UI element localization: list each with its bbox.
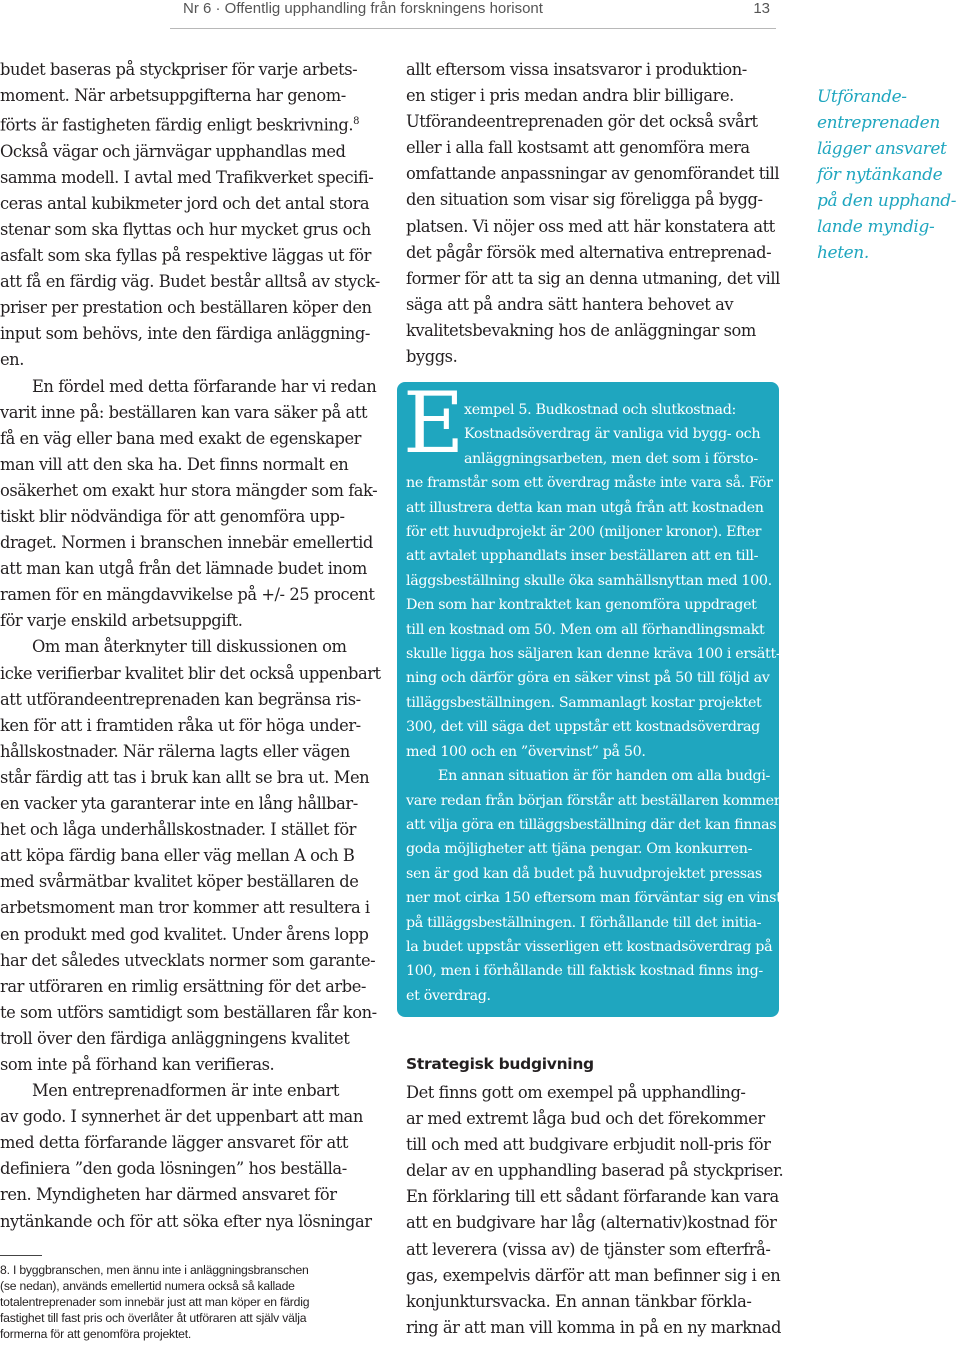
right-column xyxy=(406,57,778,370)
paragraph: Men entreprenadformen är inte enbart av godo. I synnerhet är det uppenbart att man med detta förfarande lägger ansvaret för att definiera ”den goda lösningen” hos beställa- ren. Myndigheten har därmed ansvaret för nytänkande och för att söka efter nya lösningar xyxy=(0,1081,372,1231)
footnote-divider xyxy=(0,1255,42,1256)
example-box xyxy=(397,374,782,1017)
pull-quote: Utförande- entreprenaden lägger ansvaret för nytänkande på den upphand- lande myndig- heten. xyxy=(817,87,957,263)
header-title: Nr 6 · Offentlig upphandling från forskningens horisont xyxy=(183,0,543,17)
section-heading: Strategisk budgivning xyxy=(406,1055,594,1073)
section-body: Det finns gott om exempel på upphandling- ar med extremt låga bud och det förekommer till och med att budgivare erbjudit noll-pris för delar av en upphandling baserad på styckpriser. En förklaring till ett sådant förfarande kan vara att en budgivare har låg (alternativ)kostnad för att leverera (vissa av) de tjänster som efterfrå- gas, exempelvis därför att man befinner sig i en konjunktursvacka. En annan tänkbar förkla- ring är att man vill komma in på en ny marknad xyxy=(406,1083,784,1337)
example-text: xempel 5. Budkostnad och slutkostnad: Kostnadsöverdrag är vanliga vid bygg- och anläggningsarbeten, men det som i förstо- ne framstår som ett överdrag måste inte vara så. För att illustrera detta kan man utgå från att kostnaden för ett huvudprojekt är 200 (miljoner kronor). Efter att avtalet upphandlats inser beställaren att en till- läggsbeställning skulle öka samhällsnyttan med 100. Den som har kontraktet kan genomföra uppdraget till en kostnad om 50. Men om all förhandlingsmakt skulle ligga hos säljaren kan denne kräva 100 i ersätt- ning och därför göra en säker vinst på 50 till följd av tilläggsbeställningen. Sammanlagt kostar projektet 300, det vill säga det uppstår ett kostnadsöverdrag med 100 och en ”övervinst” på 50. En annan situation är för handen om alla budgi- vare redan från början förstår att beställaren kommer att vilja göra en tilläggsbeställning där det kan finnas goda möjligheter att tjäna pengar. Om konkurren- sen är god kan då budet på huvudprojektet pressas ner mot cirka 150 eftersom man förväntar sig en vinst på tilläggsbeställningen. I förhållande till det initia- la budet uppstår visserligen ett kostnadsöverdrag på 100, men i förhållande till faktisk kostnad finns ing- et överdrag. xyxy=(406,402,782,1004)
left-column xyxy=(0,57,381,1235)
page-number: 13 xyxy=(753,0,770,17)
paragraph: allt eftersom vissa insatsvaror i produktion- en stiger i pris medan andra blir billigare. Utförandeentreprenaden gör det också svårt eller i alla fall kostsamt att genomföra mera omfattande anpassningar av genomförandet till den situation som visar sig föreligga på bygg- platsen. Vi nöjer oss med att här konstatera att det pågår försök med alternativa entreprenad- former för att ta sig an denna utmaning, det vill säga att på andra sätt hantera behovet av kvalitetsbevakning hos de anläggningar som byggs. xyxy=(406,60,780,367)
footnote: 8. I byggbranschen, men ännu inte i anläggningsbranschen (se nedan), används emellertid numera också så kallade totalentreprenader som innebär just att man köper en färdig fastighet till fast pris och överlåter åt utföraren att själv välja formerna för att genomföra projektet. xyxy=(0,1263,310,1341)
footnote-ref: 8 xyxy=(353,116,360,128)
drop-cap: E xyxy=(403,374,465,472)
paragraph: En fördel med detta förfarande har vi redan varit inne på: beställaren kan vara säker på att få en väg eller bana med exakt de egenskaper man vill att den ska ha. Det finns normalt en osäkerhet om exakt hur stora mängder som fak- tiskt blir nödvändiga för att genomföra upp- draget. Normen i branschen innebär emellertid att man kan utgå från det lämnade budet inom ramen för en mängdavvikelse på +/- 25 procent för varje enskild arbetsuppgift. xyxy=(0,376,378,631)
running-header xyxy=(170,0,776,29)
paragraph: Om man återknyter till diskussionen om icke verifierbar kvalitet blir det också uppenbart att utförandeentreprenaden kan begränsa ris- ken för att i framtiden råka ut för höga under- hållskostnader. När rälerna lagts eller vägen står färdig att tas i bruk kan allt se bra ut. Men en vacker yta garanterar inte en lång hållbar- het och låga underhållskostnader. I stället för att köpa färdig bana eller väg mellan A och B med svårmätbar kvalitet köper beställaren de arbetsmoment man tror kommer att resultera i en produkt med god kvalitet. Under årens lopp har det således utvecklats normer som garante- rar utföraren en rimlig ersättning för det arbe- te som utförs samtidigt som beställaren får kon- troll över den färdiga anläggningens kvalitet som inte på förhand kan verifieras. xyxy=(0,637,381,1074)
paragraph: budet baseras på styckpriser för varje arbets- moment. När arbetsuppgifterna har genom- förts är fastigheten färdig enligt beskrivning.$^8$ Också vägar och järnvägar upphandlas med samma modell. I avtal med Trafikverket specifi- ceras antal kubikmeter jord och det antal stora stenar som ska flyttas och hur mycket grus och asfalt som ska fyllas på respektive läggas ut för att få en färdig väg. Budet består alltså av styck- priser per prestation och beställaren köper den input som behövs, inte den färdiga anläggning- en. xyxy=(0,60,380,370)
